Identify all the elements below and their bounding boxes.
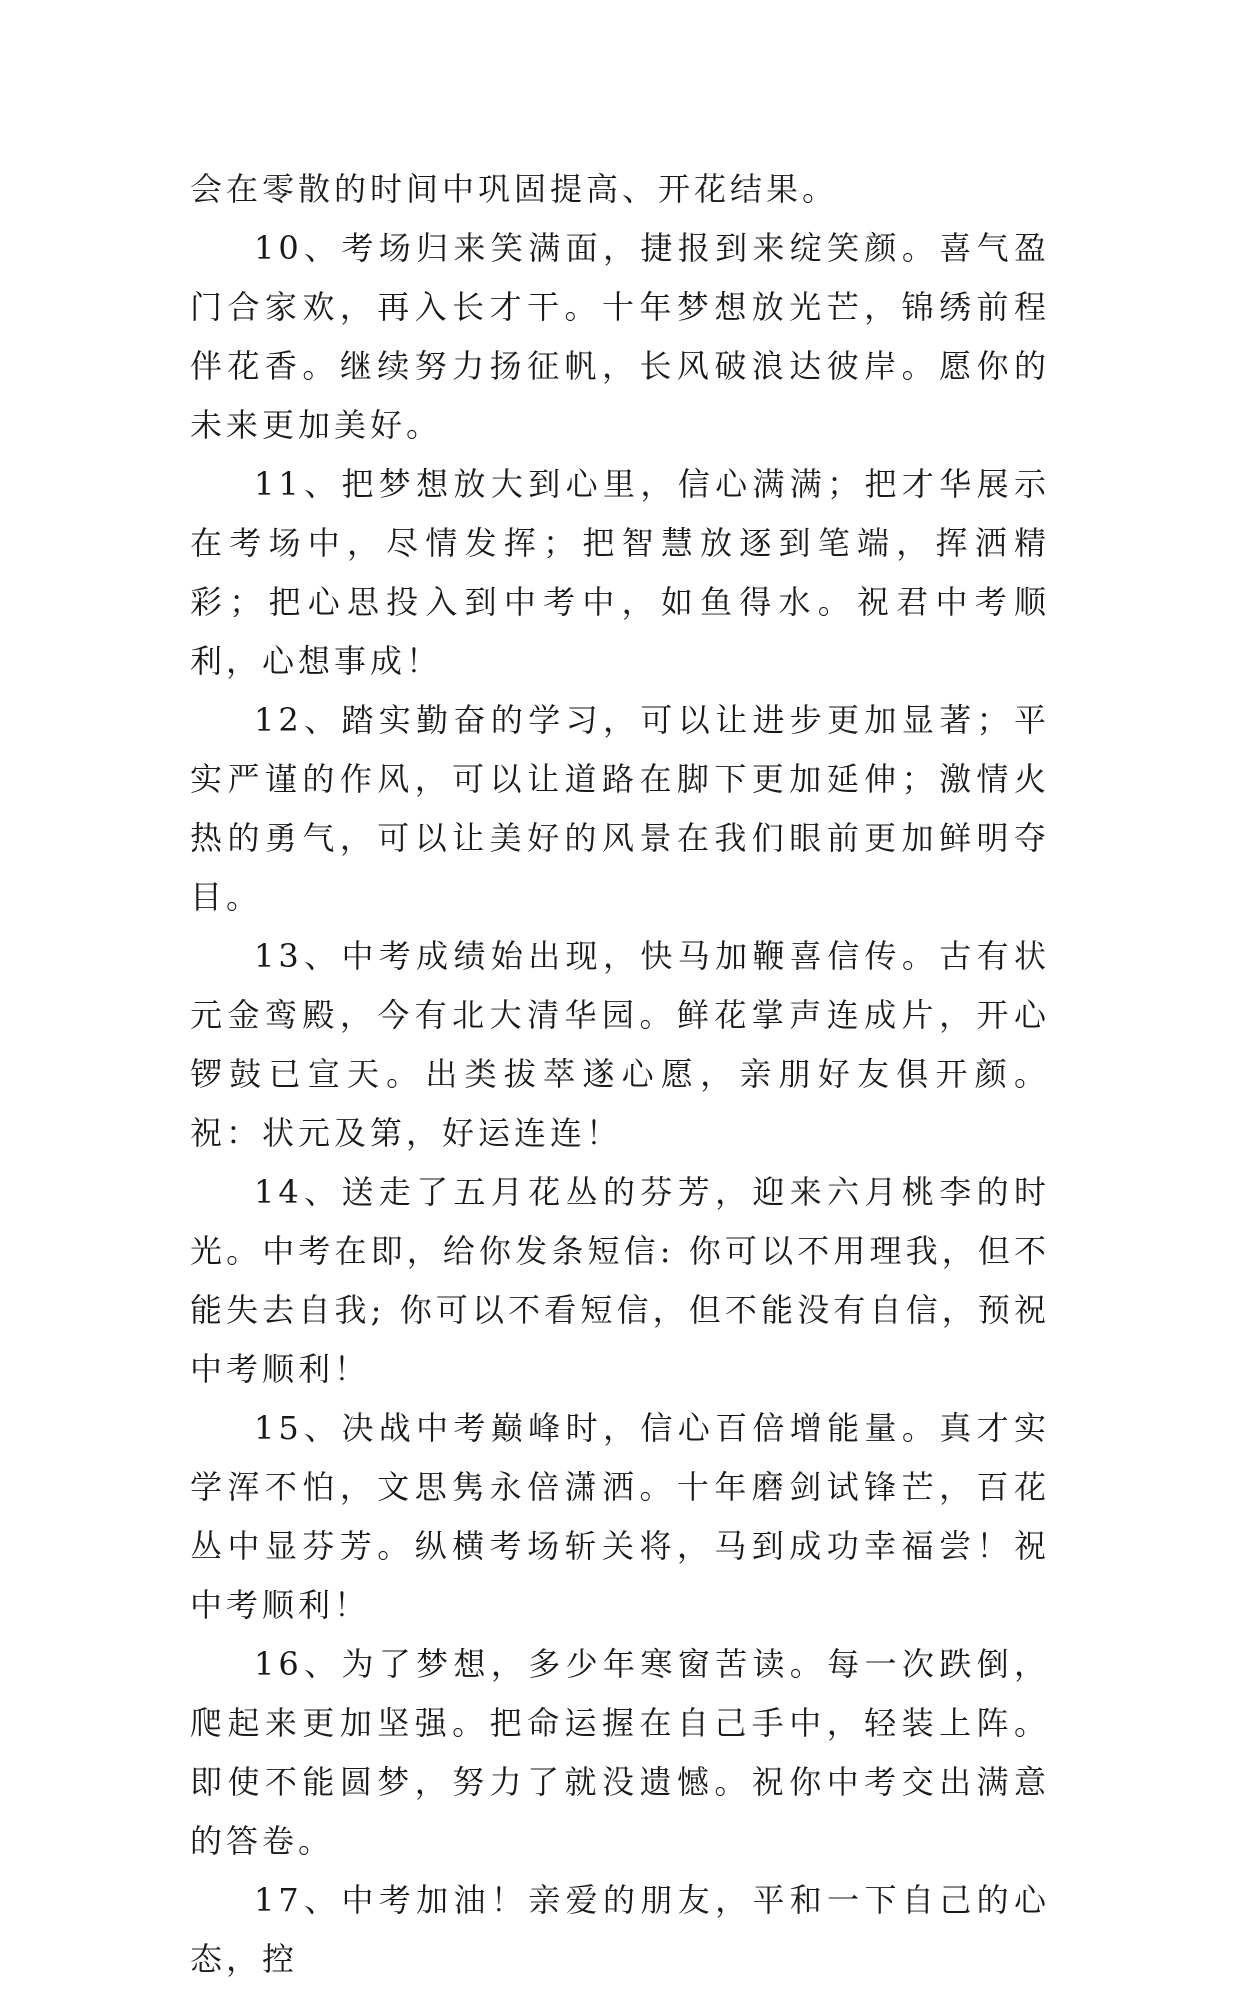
paragraph-item-15: 15、决战中考巅峰时，信心百倍增能量。真才实学浑不怕，文思隽永倍潇洒。十年磨剑试锋芒，百花丛中显芬芳。纵横考场斩关将，马到成功幸福尝！祝中考顺利！ <box>190 1409 1050 1624</box>
paragraph-item-12: 12、踏实勤奋的学习，可以让进步更加显著；平实严谨的作风，可以让道路在脚下更加延伸；激情火热的勇气，可以让美好的风景在我们眼前更加鲜明夺目。 <box>190 701 1050 916</box>
paragraph-item-17: 17、中考加油！亲爱的朋友，平和一下自己的心态，控 <box>190 1881 1050 1978</box>
paragraph-item-13: 13、中考成绩始出现，快马加鞭喜信传。古有状元金鸾殿，今有北大清华园。鲜花掌声连成片，开心锣鼓已宣天。出类拔萃遂心愿，亲朋好友俱开颜。祝：状元及第，好运连连！ <box>190 937 1050 1152</box>
document-body <box>190 160 1050 1989</box>
paragraph-continuation: 会在零散的时间中巩固提高、开花结果。 <box>190 170 839 208</box>
paragraph-item-10: 10、考场归来笑满面，捷报到来绽笑颜。喜气盈门合家欢，再入长才干。十年梦想放光芒，锦绣前程伴花香。继续努力扬征帆，长风破浪达彼岸。愿你的未来更加美好。 <box>190 229 1050 444</box>
paragraph-item-16: 16、为了梦想，多少年寒窗苦读。每一次跌倒，爬起来更加坚强。把命运握在自己手中，轻装上阵。即使不能圆梦，努力了就没遗憾。祝你中考交出满意的答卷。 <box>190 1645 1050 1860</box>
paragraph-item-11: 11、把梦想放大到心里，信心满满；把才华展示在考场中，尽情发挥；把智慧放逐到笔端，挥洒精彩；把心思投入到中考中，如鱼得水。祝君中考顺利，心想事成！ <box>190 465 1050 680</box>
paragraph-item-14: 14、送走了五月花丛的芬芳，迎来六月桃李的时光。中考在即，给你发条短信: 你可以不用理我，但不能失去自我; 你可以不看短信，但不能没有自信，预祝中考顺利！ <box>190 1173 1050 1388</box>
